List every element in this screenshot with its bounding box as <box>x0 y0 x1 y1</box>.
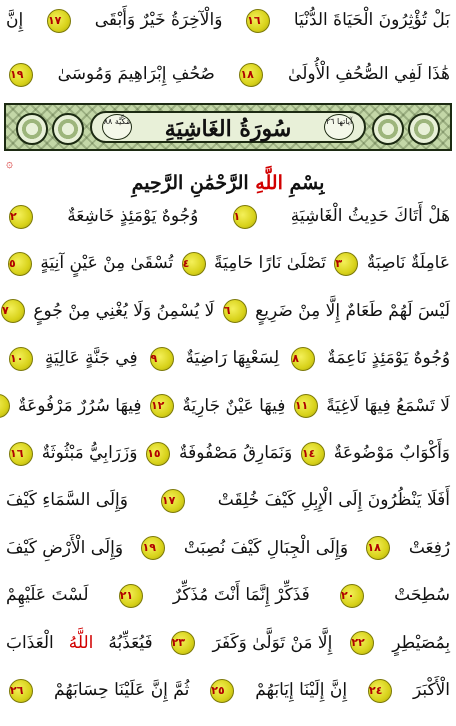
ayah-number-marker: ٣ <box>334 252 358 276</box>
verse-text: وَالْآخِرَةُ خَيْرٌ وَأَبْقَى <box>94 10 223 30</box>
basmala <box>0 168 456 198</box>
verse-line <box>6 245 450 281</box>
ayah-number-marker: ١١ <box>294 394 318 418</box>
ayah-number-marker: ١٨ <box>366 536 390 560</box>
ayah-number-marker: ٢٢ <box>350 631 374 655</box>
verse-line-top-1 <box>6 2 450 38</box>
verse-text: الْأَكْبَرَ <box>412 680 451 700</box>
ayah-number-marker: ٧ <box>1 299 25 323</box>
verse-text: سُطِحَتْ <box>394 585 451 606</box>
ornament-icon <box>372 113 404 145</box>
verse-line <box>6 435 450 471</box>
verse-text: تَصْلَىٰ نَارًا حَامِيَةً <box>214 253 327 274</box>
verse-text: فِيهَا عَيْنٌ جَارِيَةٌ <box>182 395 286 416</box>
verse-text: فِيهَا سُرُرٌ مَرْفُوعَةٌ <box>17 395 142 416</box>
surah-info-right: آياتها ٢٦ <box>324 114 354 140</box>
verse-text: وُجُوهٌ يَوْمَئِذٍ خَاشِعَةٌ <box>67 206 199 226</box>
ayah-number-marker: ٦ <box>223 299 247 323</box>
verse-text: لَا يُسْمِنُ وَلَا يُغْنِي مِنْ جُوعٍ <box>33 300 215 321</box>
basmala-part: الرَّحْمَٰنِ الرَّحِيمِ <box>131 172 249 194</box>
ayah-number-marker: ١٢ <box>150 394 174 418</box>
verse-text: وَإِلَى السَّمَاءِ كَيْفَ <box>6 490 128 511</box>
ayah-number-marker: ١ <box>233 205 257 229</box>
ayah-number-marker: ١٦ <box>9 442 33 466</box>
ayah-number-marker: ٥ <box>8 252 32 276</box>
verse-text: أَفَلَا يَنْظُرُونَ إِلَى الْإِبِلِ كَيْفَ خُلِقَتْ <box>217 490 451 511</box>
verse-text: لَا تَسْمَعُ فِيهَا لَاغِيَةً <box>326 395 450 416</box>
verse-text: إِنَّ <box>6 10 24 30</box>
basmala-part: بِسْمِ <box>289 172 325 194</box>
ayah-number-marker: ١٤ <box>301 442 325 466</box>
ornament-icon <box>52 113 84 145</box>
ayah-number-marker: ٢١ <box>119 584 143 608</box>
verse-text: هَٰذَا لَفِي الصُّحُفِ الْأُولَىٰ <box>288 64 450 84</box>
ayah-number-marker: ٨ <box>291 347 315 371</box>
verse-text: إِلَّا مَنْ تَوَلَّىٰ وَكَفَرَ <box>212 632 333 653</box>
verse-text: تُسْقَىٰ مِنْ عَيْنٍ آنِيَةٍ <box>40 253 174 274</box>
verse-text: وَزَرَابِيُّ مَبْثُوثَةٌ <box>41 443 138 463</box>
verse-text: وُجُوهٌ يَوْمَئِذٍ نَاعِمَةٌ <box>327 348 451 369</box>
verse-text: صُحُفِ إِبْرَاهِيمَ وَمُوسَىٰ <box>57 64 215 84</box>
ayah-number-marker: ٢٥ <box>210 679 234 703</box>
verse-text: وَإِلَى الْأَرْضِ كَيْفَ <box>6 537 124 558</box>
verse-text: بَلْ تُؤْثِرُونَ الْحَيَاةَ الدُّنْيَا <box>293 10 451 30</box>
ayah-number-marker: ٢٦ <box>9 679 33 703</box>
ayah-number-marker: ٢٠ <box>340 584 364 608</box>
ayah-number-marker: ١٩ <box>141 536 165 560</box>
verse-line <box>6 625 450 661</box>
verse-line <box>6 388 450 424</box>
section-marker-icon: ۞ <box>6 156 14 170</box>
verse-text: وَأَكْوَابٌ مَوْضُوعَةٌ <box>333 443 451 463</box>
verse-line-top-2 <box>6 56 450 92</box>
ayah-number-marker: ٩ <box>150 347 174 371</box>
ayah-number-marker: ١٥ <box>146 442 170 466</box>
verse-text: فَيُعَذِّبُهُ <box>108 632 153 653</box>
ornament-icon <box>16 113 48 145</box>
verse-line <box>6 198 450 234</box>
verse-text: بِمُصَيْطِرٍ <box>392 632 451 653</box>
ayah-number-marker: ١٨ <box>239 63 263 87</box>
ayah-number-marker: ١٧ <box>161 489 185 513</box>
verse-text: الْعَذَابَ <box>6 632 54 653</box>
surah-header-banner <box>4 103 452 151</box>
ayah-number-marker <box>0 394 10 418</box>
verse-text: فِي جَنَّةٍ عَالِيَةٍ <box>44 348 138 369</box>
verse-text: رُفِعَتْ <box>408 537 451 558</box>
verse-text: وَنَمَارِقُ مَصْفُوفَةٌ <box>178 443 293 463</box>
verse-text: إِنَّ إِلَيْنَا إِيَابَهُمْ <box>255 680 348 700</box>
surah-title: سُورَةُ الغَاشِيَةِ <box>164 116 292 142</box>
verse-text: هَلْ أَتَاكَ حَدِيثُ الْغَاشِيَةِ <box>290 206 451 226</box>
ayah-number-marker: ٢٣ <box>171 631 195 655</box>
verse-line <box>6 672 450 708</box>
divine-name: اللَّهُ <box>68 632 94 653</box>
ayah-number-marker: ٢ <box>9 205 33 229</box>
verse-text: عَامِلَةٌ نَاصِبَةٌ <box>366 253 450 274</box>
verse-text: لَسْتَ عَلَيْهِمْ <box>6 585 89 606</box>
verse-text: لَيْسَ لَهُمْ طَعَامٌ إِلَّا مِنْ ضَرِيعٍ <box>255 300 450 321</box>
verse-text: فَذَكِّرْ إِنَّمَا أَنْتَ مُذَكِّرٌ <box>172 585 310 606</box>
ayah-number-marker: ١٠ <box>9 347 33 371</box>
verse-text: ثُمَّ إِنَّ عَلَيْنَا حِسَابَهُمْ <box>53 680 190 700</box>
ayah-number-marker: ٢٤ <box>368 679 392 703</box>
verse-line <box>1 293 450 329</box>
surah-info-left: مَكِّيَّة ٨٨ <box>102 114 132 140</box>
verse-line <box>6 577 450 613</box>
verse-line <box>6 482 450 518</box>
verse-line <box>6 340 450 376</box>
ayah-number-marker: ٤ <box>182 252 206 276</box>
verse-text: لِسَعْيِهَا رَاضِيَةٌ <box>185 348 280 369</box>
ornament-icon <box>408 113 440 145</box>
verse-line <box>6 530 450 566</box>
ayah-number-marker: ١٩ <box>9 63 33 87</box>
ayah-number-marker: ١٧ <box>47 9 71 33</box>
basmala-divine-name: اللَّهِ <box>255 172 283 194</box>
verse-text: وَإِلَى الْجِبَالِ كَيْفَ نُصِبَتْ <box>183 537 349 558</box>
ayah-number-marker: ١٦ <box>246 9 270 33</box>
